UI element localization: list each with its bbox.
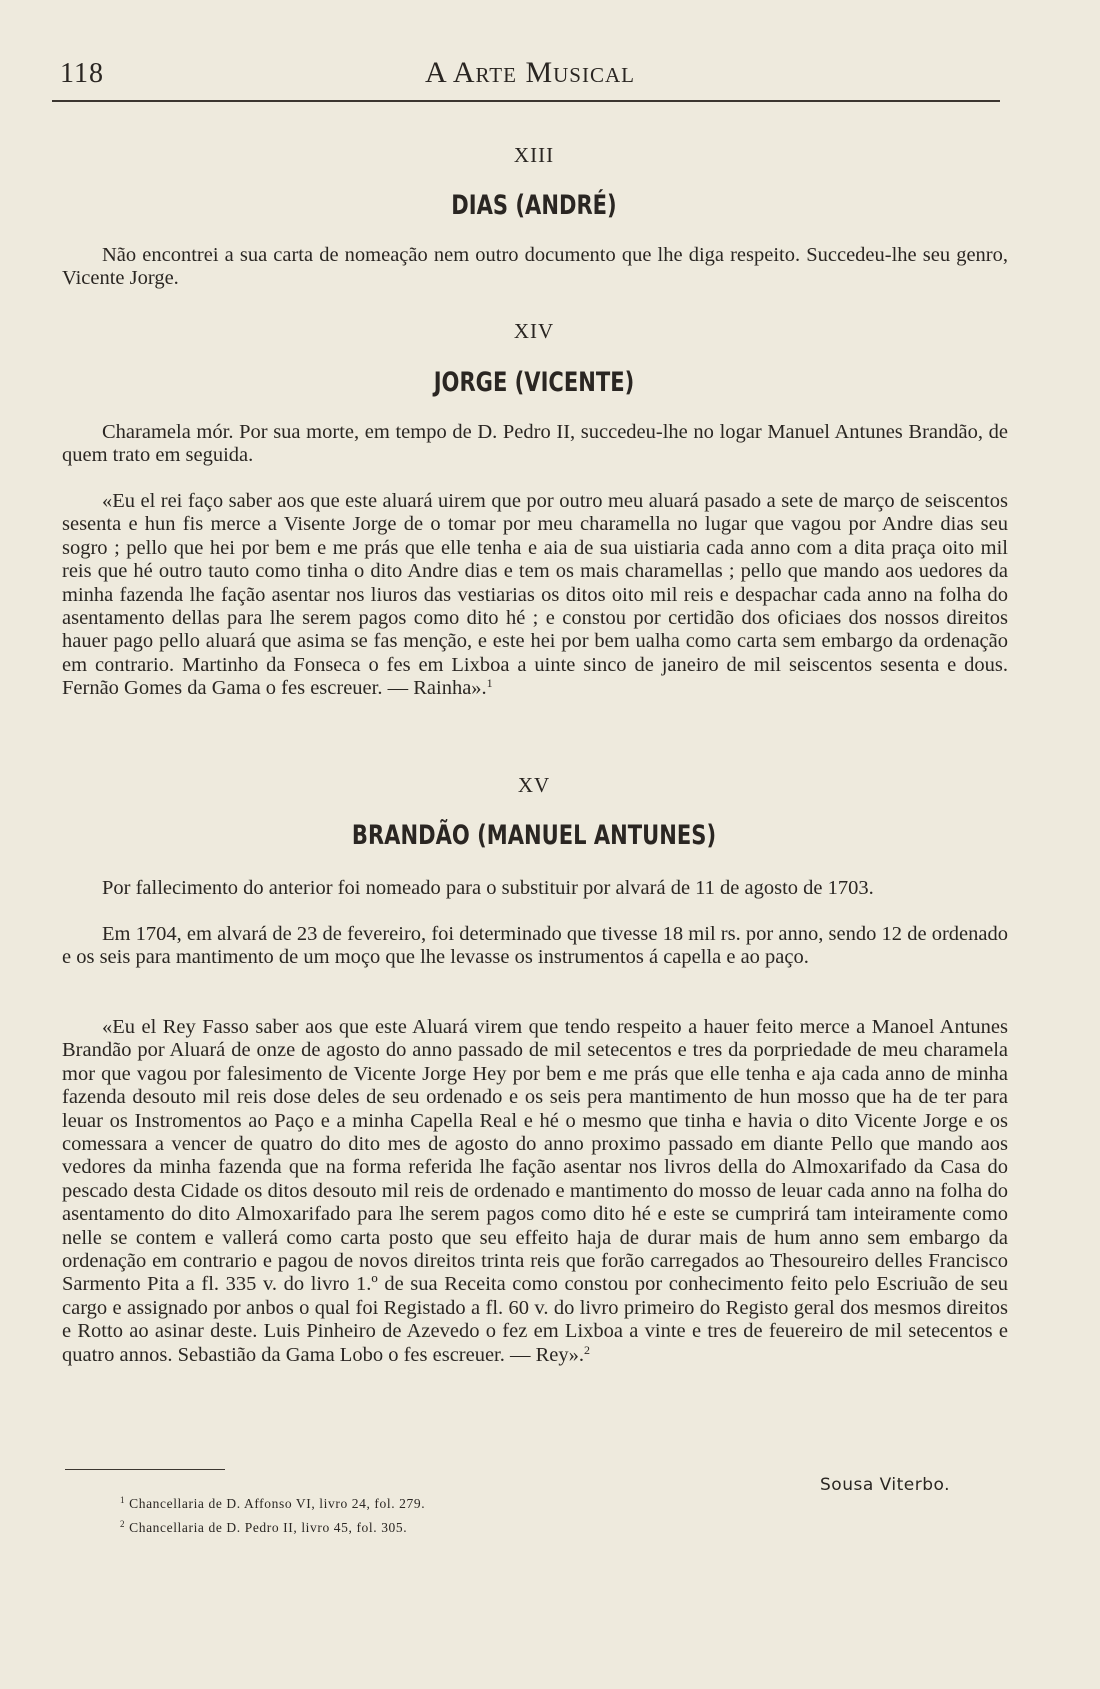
footnote-text: Chancellaria de D. Affonso VI, livro 24, fol. 279.	[129, 1496, 426, 1511]
footnote-text: Chancellaria de D. Pedro II, livro 45, fol. 305.	[129, 1520, 408, 1535]
footnote-ref: 1	[486, 676, 493, 691]
section-number: XIV	[513, 319, 555, 343]
paragraph: Por fallecimento do anterior foi nomeado para o substituir por alvará de 11 de agosto de 1703.	[102, 877, 874, 899]
section-number: XV	[517, 773, 551, 797]
footnote-rule	[65, 1469, 225, 1470]
quoted-document-text: «Eu el rei faço saber aos que este aluará uirem que por outro meu aluará pasado a sete de março de seiscentos sesenta e hun fis merce a Visente Jorge de o tomar por meu charamella no lugar que vagou por Andre dias seu sogro ; pello que hei por bem e me prás que elle tenha e aia de sua uistiaria cada anno com a dita praça oito mil reis que hé outro tauto como tinha o dito Andre dias e tem os mais charamellas ; pello que mando aos uedores da minha fazenda lhe fação asentar nos liuros das vestiarias os ditos oito mil reis e despachar cada anno na folha do asentamento dellas para lhe serem pagos como dito hé ; e constou por certidão dos oficiaes dos nossos direitos hauer pago pello aluará que asima se fas menção, e este hei por bem ualha como carta sem embargo da ordenação em contrario. Martinho da Fonseca o fes em Lixboa a uinte sinco de janeiro de mil seiscentos sesenta e dous. Fernão Gomes da Gama o fes escreuer. — Rainha».	[62, 490, 1008, 700]
footnotes	[120, 1490, 720, 1538]
section-title: JORGE (VICENTE)	[433, 367, 635, 398]
paragraph: Não encontrei a sua carta de nomeação nem outro documento que lhe diga respeito. Succedeu-lhe seu genro, Vicente Jorge.	[62, 244, 1008, 290]
quoted-document	[62, 490, 1008, 701]
paragraph: Em 1704, em alvará de 23 de fevereiro, foi determinado que tivesse 18 mil rs. por anno, sendo 12 de ordenado e os seis para mantimento de um moço que lhe levasse os instrumentos á capella e ao paço.	[62, 923, 1008, 969]
journal-title: A Arte Musical	[425, 56, 635, 89]
running-head	[60, 48, 1000, 88]
page-number: 118	[60, 58, 104, 89]
footnote	[120, 1490, 720, 1514]
quoted-document	[62, 1016, 1008, 1367]
paragraph: Charamela mór. Por sua morte, em tempo de D. Pedro II, succedeu-lhe no logar Manuel Antunes Brandão, de quem trato em seguida.	[62, 421, 1008, 467]
footnote	[120, 1514, 720, 1538]
section-title: BRANDÃO (MANUEL ANTUNES)	[351, 820, 717, 851]
footnote-ref: 2	[584, 1342, 591, 1357]
author-signature: Sousa Viterbo.	[820, 1475, 951, 1495]
section-number: XIII	[513, 143, 555, 167]
footnote-mark: 2	[120, 1519, 126, 1529]
footnote-mark: 1	[120, 1495, 126, 1505]
header-rule	[52, 100, 1000, 102]
quoted-document-text: «Eu el Rey Fasso saber aos que este Aluará virem que tendo respeito a hauer feito merce a Manoel Antunes Brandão por Aluará de onze de agosto do anno passado de mil setecentos e tres da porpriedade de meu charamela mor que vagou por falesimento de Vicente Jorge Hey por bem e me prás que elle tenha e aja cada anno de minha fazenda desouto mil reis dose deles de seu ordenado e os seis pera mantimento de hun mosso que ha de ter para leuar os Instromentos ao Paço e a minha Capella Real e hé o mesmo que tinha e havia o dito Vicente Jorge e os comessara a vencer de quatro do dito mes de agosto do anno proximo passado em diante Pello que mando aos vedores da minha fazenda que na forma referida lhe fação asentar nos livros della do Almoxarifado da Casa do pescado desta Cidade os ditos desouto mil reis de ordenado e mantimento do mosso de leuar cada anno na folha do asentamento do dito Almoxarifado para lhe serem pagos como dito hé e este se cumprirá tam inteiramente como nelle se contem e vallerá como carta posto que seu effeito haja de durar mais de hum anno sem embargo da ordenação em contrario e pagou de novos direitos trinta reis que forão carregados ao Thesoureiro delles Francisco Sarmento Pita a fl. 335 v. do livro 1.º de sua Receita como constou por conhecimento feito pelo Escriuão de seu cargo e assignado por anbos o qual foi Registado a fl. 60 v. do livro primeiro do Registo geral dos mesmos direitos e Rotto ao asinar deste. Luis Pinheiro de Azevedo o fez em Lixboa a vinte e tres de feuereiro de mil setecentos e quatro annos. Sebastião da Gama Lobo o fes escreuer. — Rey».	[62, 1016, 1008, 1366]
section-title: DIAS (ANDRÉ)	[451, 190, 617, 221]
